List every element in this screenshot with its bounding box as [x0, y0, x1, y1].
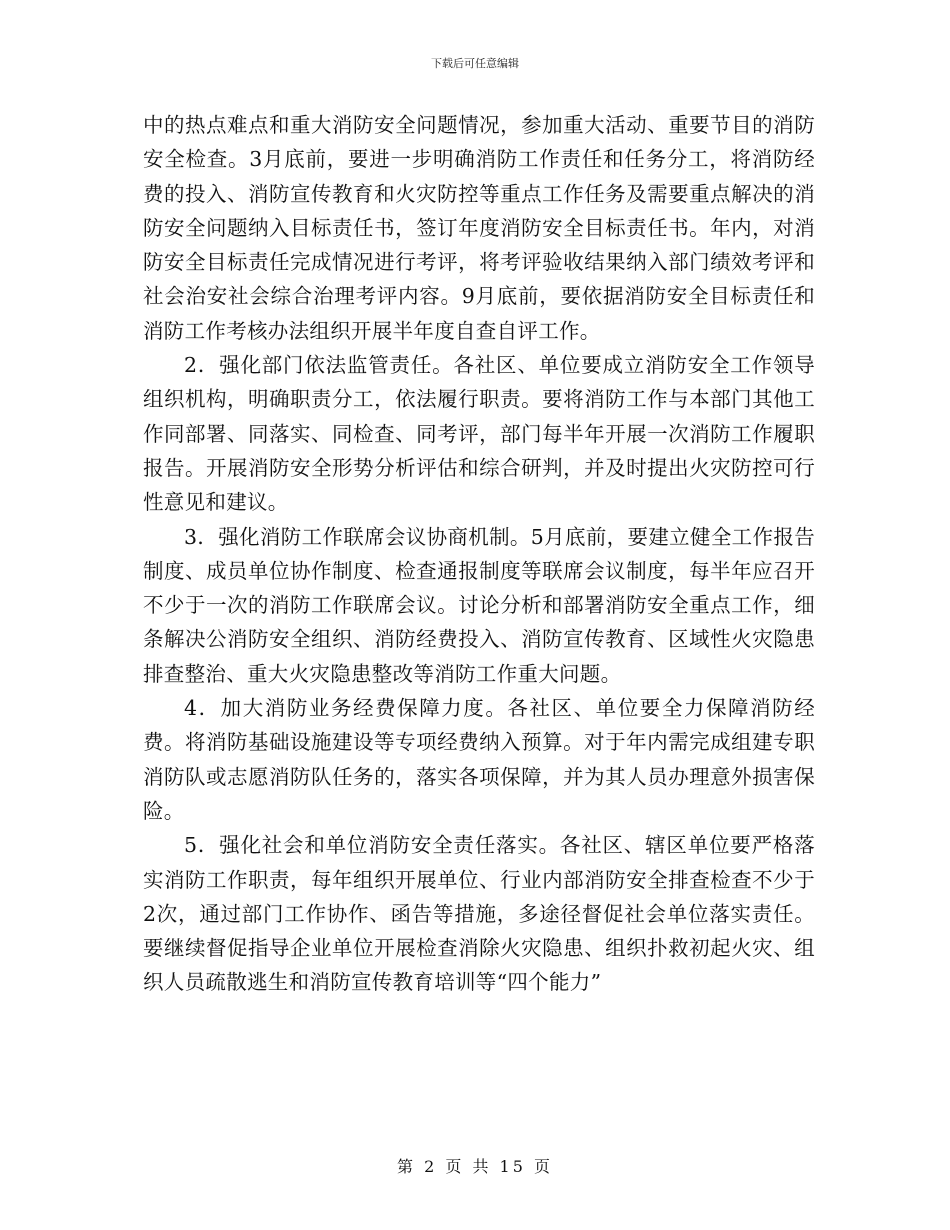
paragraph-item-3: 3．强化消防工作联席会议协商机制。5月底前，要建立健全工作报告制度、成员单位协作制度、检查通报制度等联席会议制度，每半年应召开不少于一次的消防工作联席会议。讨论分析和部署消防安全重点工作，细条解决公消防安全组织、消防经费投入、消防宣传教育、区域性火灾隐患排查整治、重大火灾隐患整改等消防工作重大问题。	[143, 524, 815, 686]
page-footer: 第 2 页 共 15 页	[397, 1157, 553, 1176]
paragraph-continuation: 中的热点难点和重大消防安全问题情况，参加重大活动、重要节目的消防安全检查。3月底前，要进一步明确消防工作责任和任务分工，将消防经费的投入、消防宣传教育和火灾防控等重点工作任务及需要重点解决的消防安全问题纳入目标责任书，签订年度消防安全目标责任书。年内，对消防安全目标责任完成情况进行考评，将考评验收结果纳入部门绩效考评和社会治安社会综合治理考评内容。9月底前，要依据消防安全目标责任和消防工作考核办法组织开展半年度自查自评工作。	[143, 113, 815, 343]
page-header: 下载后可任意编辑	[431, 57, 519, 70]
paragraph-item-5: 5．强化社会和单位消防安全责任落实。各社区、辖区单位要严格落实消防工作职责，每年组织开展单位、行业内部消防安全排查检查不少于2次，通过部门工作协作、函告等措施，多途径督促社会单位落实责任。要继续督促指导企业单位开展检查消除火灾隐患、组织扑救初起火灾、组织人员疏散逃生和消防宣传教育培训等“四个能力”	[143, 833, 815, 995]
document-body	[143, 108, 815, 1000]
paragraph-item-4: 4．加大消防业务经费保障力度。各社区、单位要全力保障消防经费。将消防基础设施建设等专项经费纳入预算。对于年内需完成组建专职消防队或志愿消防队任务的，落实各项保障，并为其人员办理意外损害保险。	[143, 696, 815, 823]
paragraph-item-2: 2．强化部门依法监管责任。各社区、单位要成立消防安全工作领导组织机构，明确职责分工，依法履行职责。要将消防工作与本部门其他工作同部署、同落实、同检查、同考评，部门每半年开展一次消防工作履职报告。开展消防安全形势分析评估和综合研判，并及时提出火灾防控可行性意见和建议。	[143, 353, 815, 515]
